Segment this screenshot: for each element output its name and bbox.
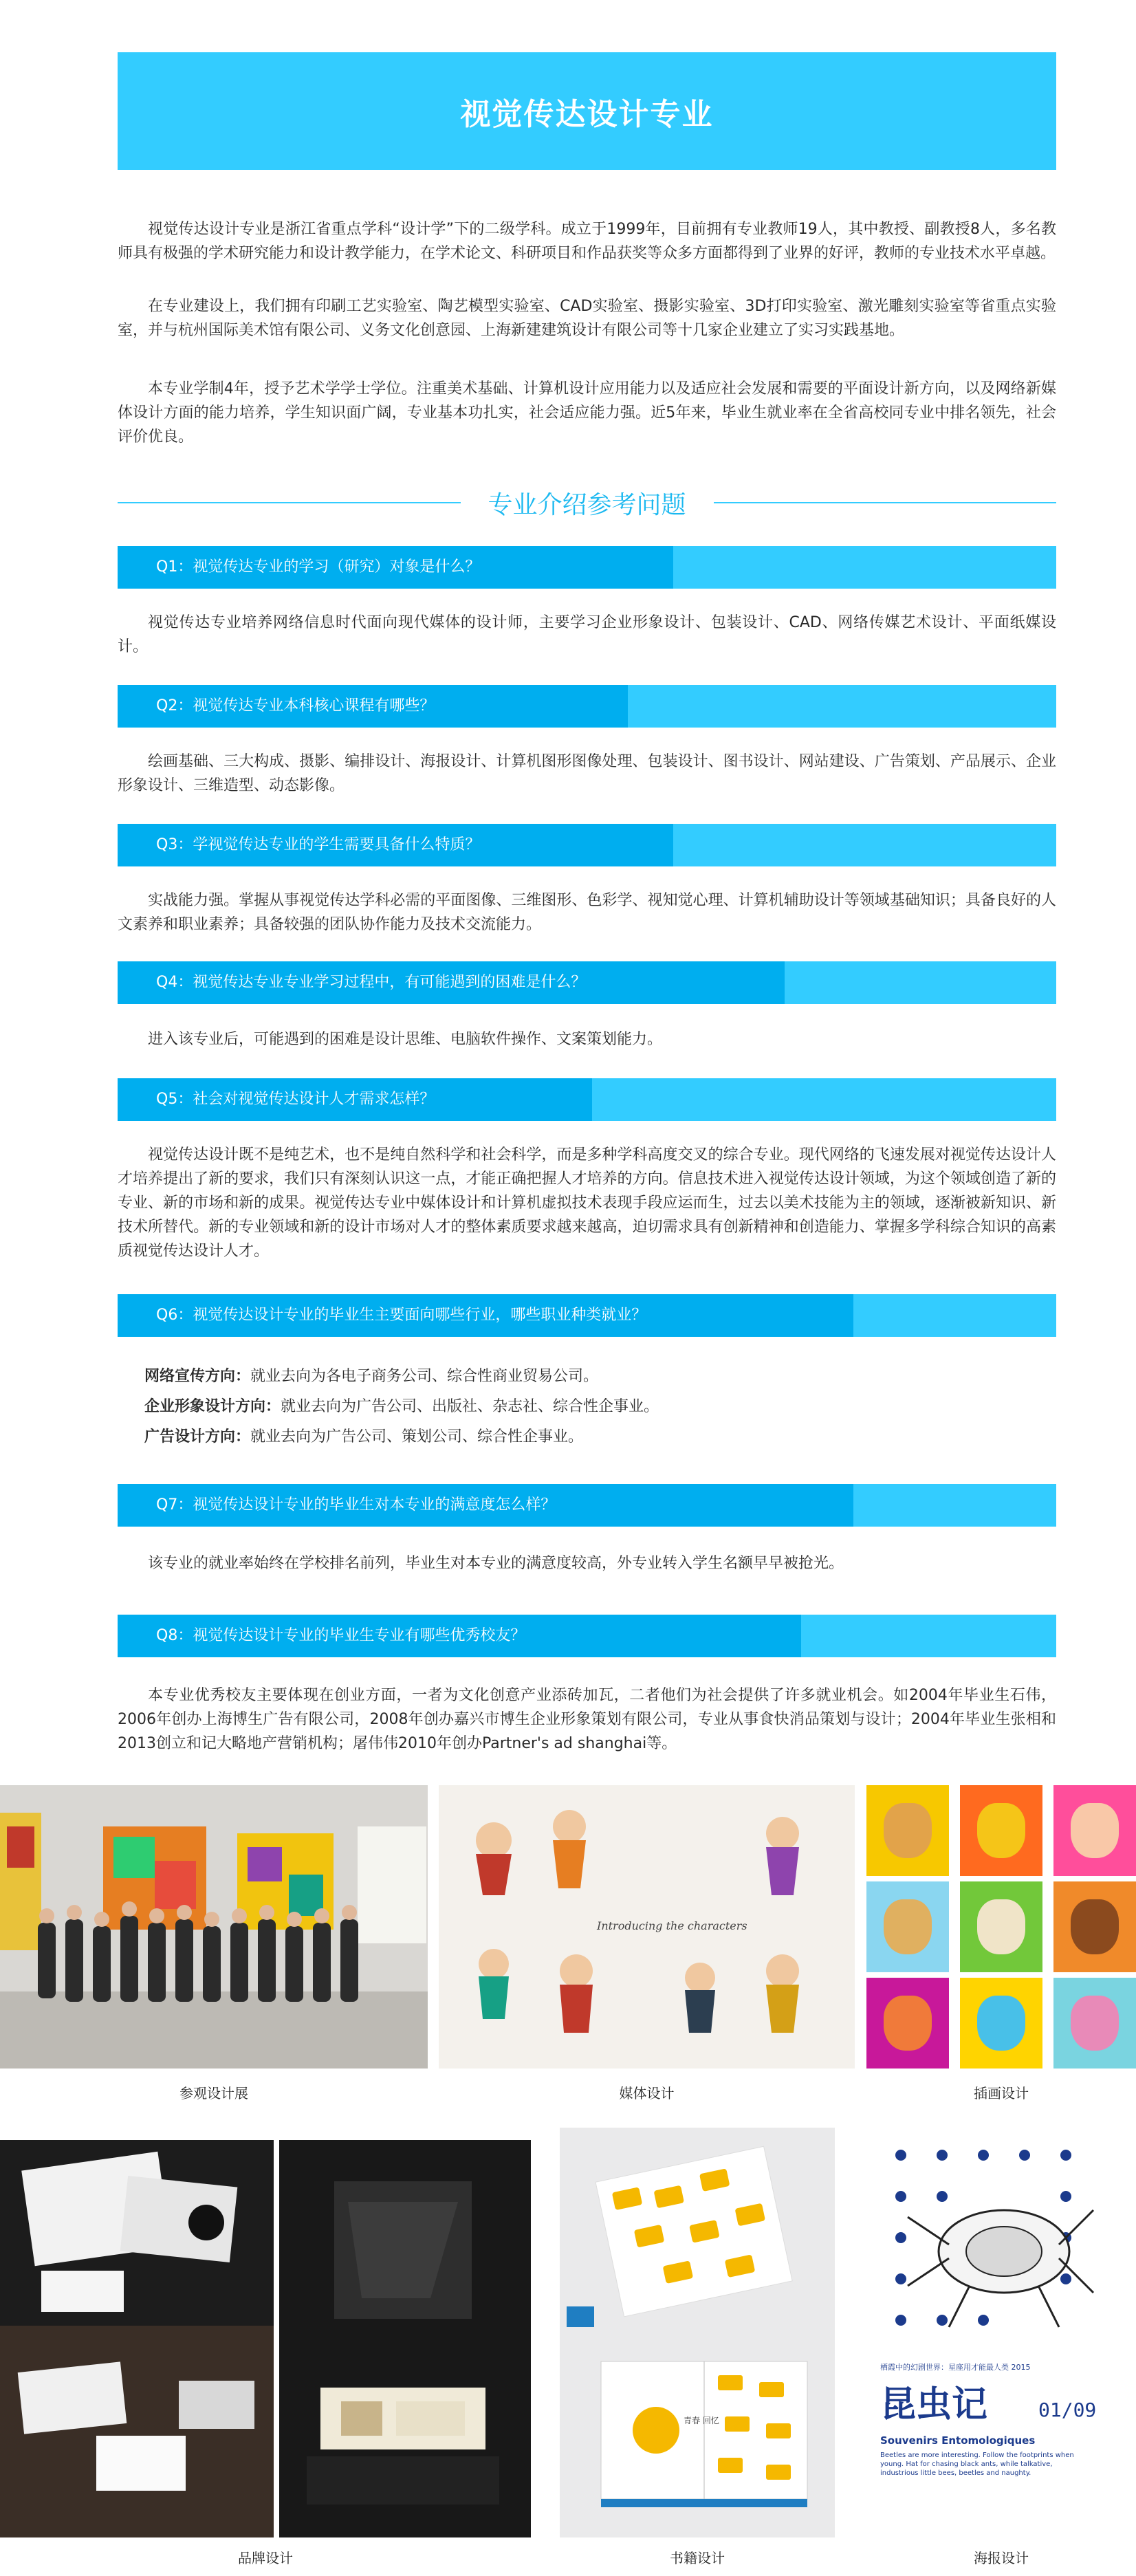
poster-number: 01/09 [1038, 2399, 1097, 2421]
answer-q1: 视觉传达专业培养网络信息时代面向现代媒体的设计师，主要学习企业形象设计、包装设计、CAD、网络传媒艺术设计、平面纸媒设计。 [118, 614, 1056, 655]
title-banner [118, 52, 1056, 170]
illustration-tile [960, 1978, 1042, 2069]
poster-slogan: 栖霞中的幻剧世界：星座用才能最人类 2015 [880, 2363, 1031, 2372]
brand-design-photo-right [279, 2140, 531, 2537]
question-bar-q8 [118, 1615, 1056, 1657]
poster-subtitle: Souvenirs Entomologiques [880, 2434, 1036, 2447]
illustration-tile [1053, 1785, 1136, 1876]
intro-paragraph-3: 本专业学制4年，授予艺术学学士学位。注重美术基础、计算机设计应用能力以及适应社会发展和需要的平面设计新方向，以及网络新媒体设计方面的能力培养，学生知识面广阔，专业基本功扎实，社会适应能力强。近5年来，毕业生就业率在全省高校同专业中排名领先，社会评价优良。 [118, 380, 1056, 446]
question-label: Q4：视觉传达专业专业学习过程中，有可能遇到的困难是什么？ [118, 961, 785, 1004]
brand-stationery [0, 2140, 274, 2537]
illustration-grid [866, 1785, 1136, 2069]
divider-line-left [118, 502, 461, 503]
caption-brand: 品牌设计 [238, 2550, 293, 2566]
question-label: Q3：学视觉传达专业的学生需要具备什么特质？ [118, 824, 673, 866]
section-title: 专业介绍参考问题 [488, 490, 686, 519]
divider-line-right [714, 502, 1057, 503]
illustration-tile [1053, 1978, 1136, 2069]
poster-blurb: Beetles are more interesting. Follow the footprints when young. Hat for chasing black ants, while talkative, industrious little bees, beetles and naughty. [880, 2452, 1074, 2477]
intro-paragraph-1: 视觉传达设计专业是浙江省重点学科“设计学”下的二级学科。成立于1999年，目前拥有专业教师19人，其中教授、副教授8人，多名教师具有极强的学术研究能力和设计教学能力，在学术论文、科研项目和作品获奖等众多方面都得到了业界的好评，教师的专业技术水平卓越。 [118, 221, 1056, 262]
caption-illustration: 插画设计 [974, 2085, 1029, 2102]
brand-design-photo-left [0, 2140, 274, 2537]
career-text: 就业去向为广告公司、出版社、杂志社、综合性企事业。 [281, 1398, 659, 1415]
answer-q8: 本专业优秀校友主要体现在创业方面，一者为文化创意产业添砖加瓦，二者他们为社会提供了许多就业机会。如2004年毕业生石伟，2006年创办上海博生广告有限公司，2008年创办嘉兴市博生企业形象策划有限公司，专业从事食快消品策划与设计；2004年毕业生张相和2013创立和记大略地产营销机构；屠伟伟2010年创办Partner's ad shanghai等。 [118, 1687, 1056, 1752]
question-bar-q1 [118, 546, 1056, 589]
career-label: 广告设计方向： [144, 1428, 251, 1445]
caption-exhibition: 参观设计展 [179, 2085, 248, 2102]
brand-packaging [279, 2140, 531, 2537]
question-label: Q7：视觉传达设计专业的毕业生对本专业的满意度怎么样？ [118, 1484, 853, 1527]
section-heading [118, 485, 1056, 520]
media-design-image [439, 1785, 855, 2069]
question-bar-q5 [118, 1078, 1056, 1121]
illustration-tile [960, 1785, 1042, 1876]
question-bar-q6 [118, 1294, 1056, 1337]
question-label: Q2：视觉传达专业本科核心课程有哪些？ [118, 685, 628, 728]
question-bar-q3 [118, 824, 1056, 866]
poster-design-image [866, 2128, 1136, 2537]
book-mockup [560, 2128, 835, 2537]
book-design-image [560, 2128, 835, 2537]
career-label: 企业形象设计方向： [144, 1398, 281, 1415]
caption-media: 媒体设计 [619, 2085, 675, 2102]
career-label: 网络宣传方向： [144, 1368, 251, 1385]
poster-title: 昆虫记 [880, 2384, 988, 2425]
exhibition-photo [0, 1785, 428, 2069]
answer-q2: 绘画基础、三大构成、摄影、编排设计、海报设计、计算机图形图像处理、包装设计、图书设计、网站建设、广告策划、产品展示、企业形象设计、三维造型、动态影像。 [118, 753, 1056, 794]
illustration-tile [866, 1881, 949, 1972]
illustration-tile [866, 1785, 949, 1876]
question-bar-q4 [118, 961, 1056, 1004]
caption-poster: 海报设计 [974, 2550, 1029, 2566]
career-direction-2 [144, 1395, 659, 1419]
page-title: 视觉传达设计专业 [460, 96, 714, 132]
drawing-caption: Introducing the characters [597, 1919, 747, 1932]
insect-poster [866, 2128, 1136, 2537]
caption-book: 书籍设计 [670, 2550, 725, 2566]
question-bar-q2 [118, 685, 1056, 728]
intro-paragraph-2: 在专业建设上，我们拥有印刷工艺实验室、陶艺模型实验室、CAD实验室、摄影实验室、3D打印实验室、激光雕刻实验室等省重点实验室，并与杭州国际美术馆有限公司、义务文化创意园、上海新建建筑设计有限公司等十几家企业建立了实习实践基地。 [118, 298, 1056, 339]
answer-q5: 视觉传达设计既不是纯艺术，也不是纯自然科学和社会科学，而是多种学科高度交叉的综合专业。现代网络的飞速发展对视觉传达设计人才培养提出了新的要求，我们只有深刻认识这一点，才能正确把握人才培养的方向。信息技术进入视觉传达设计领域，为这个领域创造了新的专业、新的市场和新的成果。视觉传达专业中媒体设计和计算机虚拟技术表现手段应运而生，过去以美术技能为主的领域，逐渐被新知识、新技术所替代。新的专业领域和新的设计市场对人才的整体素质要求越来越高，迫切需求具有创新精神和创造能力、掌握多学科综合知识的高素质视觉传达设计人才。 [118, 1146, 1056, 1260]
question-label: Q6：视觉传达设计专业的毕业生主要面向哪些行业，哪些职业种类就业？ [118, 1294, 853, 1337]
question-label: Q5：社会对视觉传达设计人才需求怎样？ [118, 1078, 592, 1121]
question-label: Q1：视觉传达专业的学习（研究）对象是什么？ [118, 546, 673, 589]
book-cover-text: 青春 回忆 [684, 2416, 719, 2425]
illustration-tile [866, 1978, 949, 2069]
exhibition-scene [0, 1785, 428, 2069]
career-direction-1 [144, 1364, 598, 1388]
illustration-tile [960, 1881, 1042, 1972]
answer-q3: 实战能力强。掌握从事视觉传达学科必需的平面图像、三维图形、色彩学、视知觉心理、计算机辅助设计等领域基础知识；具备良好的人文素养和职业素养；具备较强的团队协作能力及技术交流能力。 [118, 892, 1056, 933]
illustration-tile [1053, 1881, 1136, 1972]
character-drawings [439, 1785, 855, 2069]
career-text: 就业去向为广告公司、策划公司、综合性企事业。 [250, 1428, 584, 1445]
career-direction-3 [144, 1425, 583, 1449]
question-bar-q7 [118, 1484, 1056, 1527]
career-text: 就业去向为各电子商务公司、综合性商业贸易公司。 [250, 1368, 599, 1385]
answer-q7: 该专业的就业率始终在学校排名前列，毕业生对本专业的满意度较高，外专业转入学生名额早早被抢光。 [148, 1555, 844, 1572]
answer-q4: 进入该专业后，可能遇到的困难是设计思维、电脑软件操作、文案策划能力。 [148, 1031, 663, 1048]
question-label: Q8：视觉传达设计专业的毕业生专业有哪些优秀校友？ [118, 1615, 801, 1657]
